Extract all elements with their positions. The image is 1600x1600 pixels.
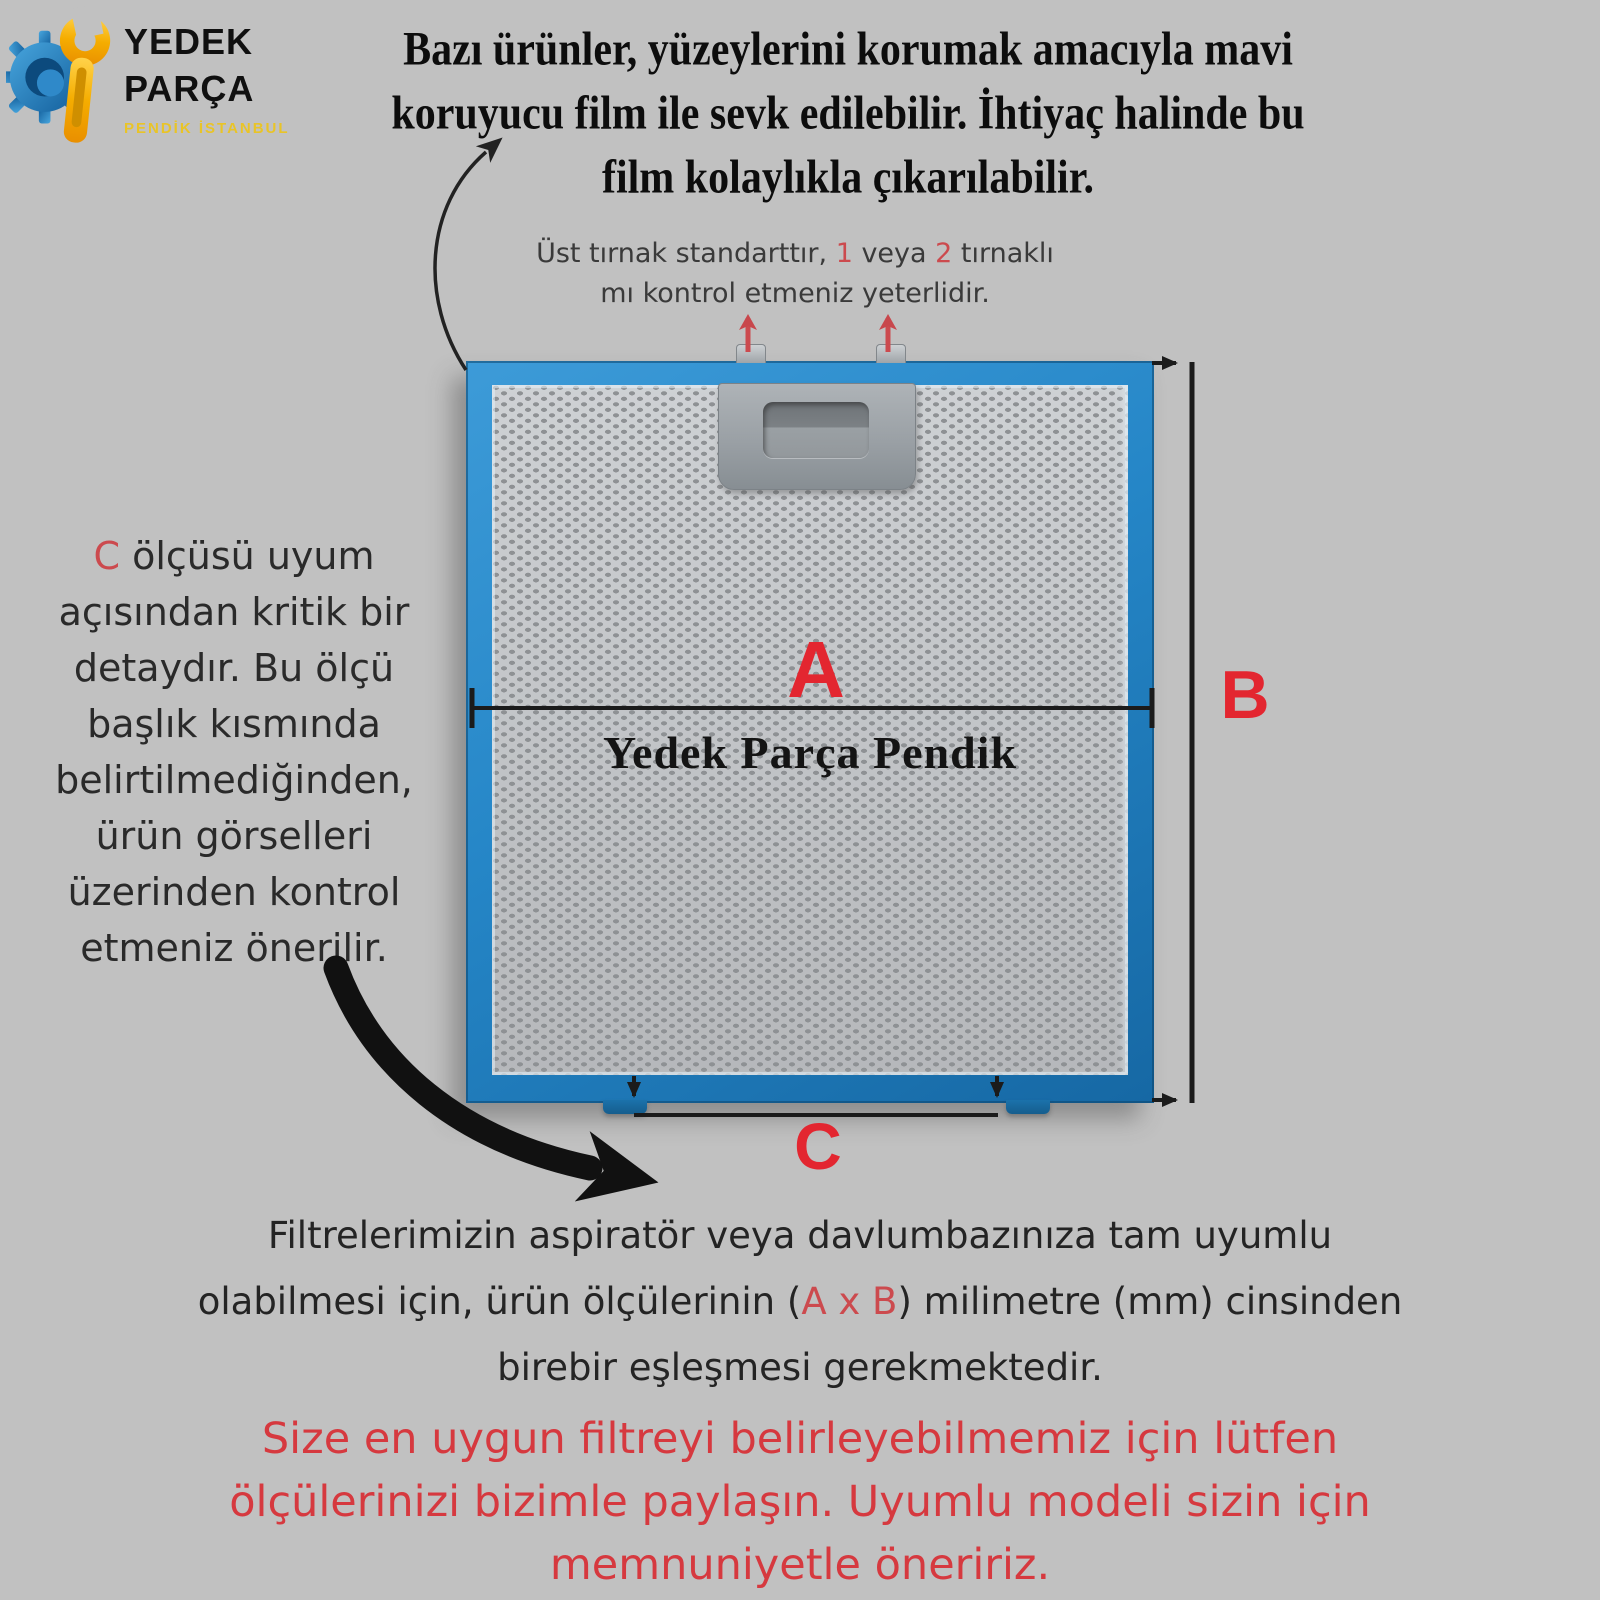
text-segment: belirtilmediğinden, [55,758,413,802]
top-clip-2 [876,344,906,363]
text-line [50,1269,1550,1335]
brand-word-2: PARÇA [124,68,255,109]
text-line [8,864,460,920]
gear-wrench-icon [6,6,122,156]
top-clip-1 [736,344,766,363]
text-segment: başlık kısmında [87,702,381,746]
text-segment: etmeniz önerilir. [80,926,388,970]
text-line [8,640,460,696]
text-segment: üzerinden kontrol [67,870,401,914]
text-line [8,696,460,752]
text-segment: Üst tırnak standarttır, [536,238,836,269]
text-segment: açısından kritik bir [58,590,410,634]
cta-share-measurements [50,1408,1550,1597]
text-segment: ürün görselleri [95,814,373,858]
text-segment: veya [852,238,936,269]
highlighted-text: 1 [835,238,853,269]
filter-watermark: Yedek Parça Pendik [602,727,1018,778]
highlighted-text: 2 [935,238,953,269]
text-segment: tırnaklı [952,238,1054,269]
text-segment: detaydır. Bu ölçü [73,646,395,690]
text-segment: birebir eşleşmesi gerekmektedir. [497,1346,1103,1389]
text-segment: Filtrelerimizin aspiratör veya davlumbazınıza tam uyumlu [267,1214,1333,1257]
bottom-clip-2 [1006,1100,1050,1114]
text-segment: ölçüsü uyum [120,534,375,578]
fit-requirement-note [50,1203,1550,1401]
filter-latch-opening [763,402,869,458]
text-segment: olabilmesi için, ürün ölçülerinin ( [197,1280,802,1323]
brand-name [124,18,290,137]
highlighted-text: C [93,534,121,578]
dimension-label-b: B [1220,657,1270,733]
text-line: koruyucu film ile sevk edilebilir. İhtiyaç halinde bu [391,87,1305,140]
text-line: memnuniyetle öneririz. [549,1540,1051,1590]
headline-protective-film [383,18,1313,210]
text-line: ölçülerinizi bizimle paylaşın. Uyumlu modeli sizin için [229,1477,1371,1527]
brand-word-1: YEDEK [124,21,254,62]
text-line [8,584,460,640]
dimension-label-c: C [794,1109,842,1183]
text-line: film kolaylıkla çıkarılabilir. [601,151,1094,204]
text-line [8,528,460,584]
text-line [50,1203,1550,1269]
text-line [8,808,460,864]
text-segment: ) milimetre (mm) cinsinden [897,1280,1403,1323]
bottom-clip-1 [603,1100,647,1114]
dimension-label-a: A [787,625,845,714]
tab-count-note [450,234,1140,314]
filter-latch-plate [718,383,916,490]
highlighted-text: A x B [801,1280,898,1323]
c-dimension-note [8,528,460,976]
text-line [8,752,460,808]
text-line: Size en uygun filtreyi belirleyebilmemiz için lütfen [261,1414,1339,1464]
text-segment: mı kontrol etmeniz yeterlidir. [600,278,990,309]
text-line [50,1335,1550,1401]
brand-subtitle: PENDİK İSTANBUL [124,120,290,137]
text-line: Bazı ürünler, yüzeylerini korumak amacıyla mavi [403,23,1293,77]
brand-logo [6,6,346,171]
text-line [450,234,1140,274]
text-line [8,920,460,976]
text-line [450,274,1140,314]
